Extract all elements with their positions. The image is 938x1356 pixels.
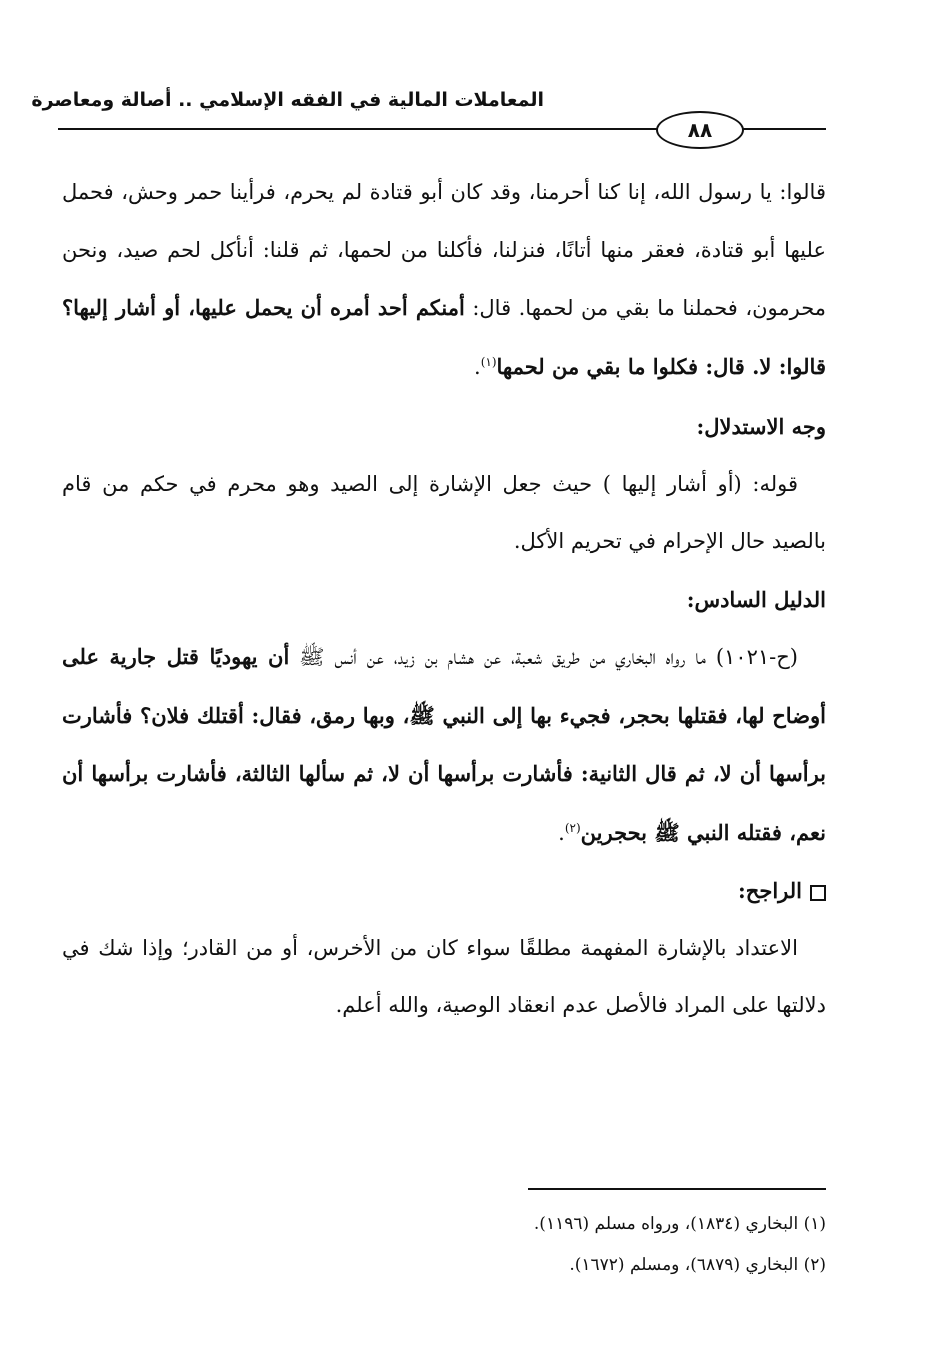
paragraph-dalil [62, 628, 826, 862]
footnotes [62, 1204, 826, 1286]
page-number: ٨٨ [687, 118, 713, 142]
paragraph-rajih: الاعتداد بالإشارة المفهمة مطلقًا سواء كان من الأخرس، أو من القادر؛ وإذا شك في دلالتها على المراد فالأصل عدم انعقاد الوصية، والله أعلم. [62, 935, 826, 1017]
footnote-2: (٢) البخاري (٦٨٧٩)، ومسلم (١٦٧٢). [569, 1255, 826, 1275]
running-header: المعاملات المالية في الفقه الإسلامي .. أصالة ومعاصرة [31, 89, 544, 111]
heading-rajih-row [62, 862, 826, 920]
hadith-isnad: (ح-١٠٢١) ما رواه البخاري من طريق شعبة، عن هشام بن زيد، عن أنس ﷺ [289, 645, 799, 669]
footnote-ref-2[interactable]: (٢) [564, 820, 581, 835]
hadith-matn: أن يهوديًا قتل جارية على أوضاح لها، فقتلها بحجر، فجيء بها إلى النبي ﷺ، وبها رمق، فقال: أقتلك فلان؟ فأشارت برأسها أن لا، ثم قال الثانية: فأشارت برأسها أن لا، ثم سألها الثالثة، فأشارت برأسها أن نعم، فقتله النبي ﷺ بحجرين [62, 644, 826, 845]
page-number-badge [656, 111, 744, 149]
footnote-1: (١) البخاري (١٨٣٤)، ورواه مسلم (١١٩٦). [533, 1214, 826, 1234]
hadith-narrative: قالوا: يا رسول الله، إنا كنا أحرمنا، وقد كان أبو قتادة لم يحرم، فرأينا حمر وحش، فحمل عليها أبو قتادة، فعقر منها أتانًا، فنزلنا، فأكلنا من لحمها، ثم قلنا: أنأكل لحم صيد، ونحن محرمون، فحملنا ما بقي من لحمها. قال: [62, 180, 827, 320]
footnote-rule [528, 1188, 826, 1190]
heading-rajih: الراجح: [738, 878, 802, 903]
footnote-ref-1[interactable]: (١) [480, 354, 497, 369]
hadith-quote: أمنكم أحد أمره أن يحمل عليها، أو أشار إليها؟ قالوا: لا. قال: فكلوا ما بقي من لحمها [62, 295, 826, 379]
heading-istidlal: وجه الاستدلال: [696, 414, 826, 439]
heading-dalil-sixth: الدليل السادس: [686, 586, 826, 612]
sentence-end: . [474, 354, 481, 379]
paragraph-istidlal: قوله: (أو أشار إليها ) حيث جعل الإشارة إلى الصيد وهو محرم في حكم من قام بالصيد حال الإحرام في تحريم الأكل. [62, 471, 826, 553]
main-text [62, 164, 826, 1035]
sentence-end: . [558, 820, 565, 845]
paragraph-hadith-continuation [62, 164, 826, 396]
square-bullet-icon [810, 885, 826, 901]
